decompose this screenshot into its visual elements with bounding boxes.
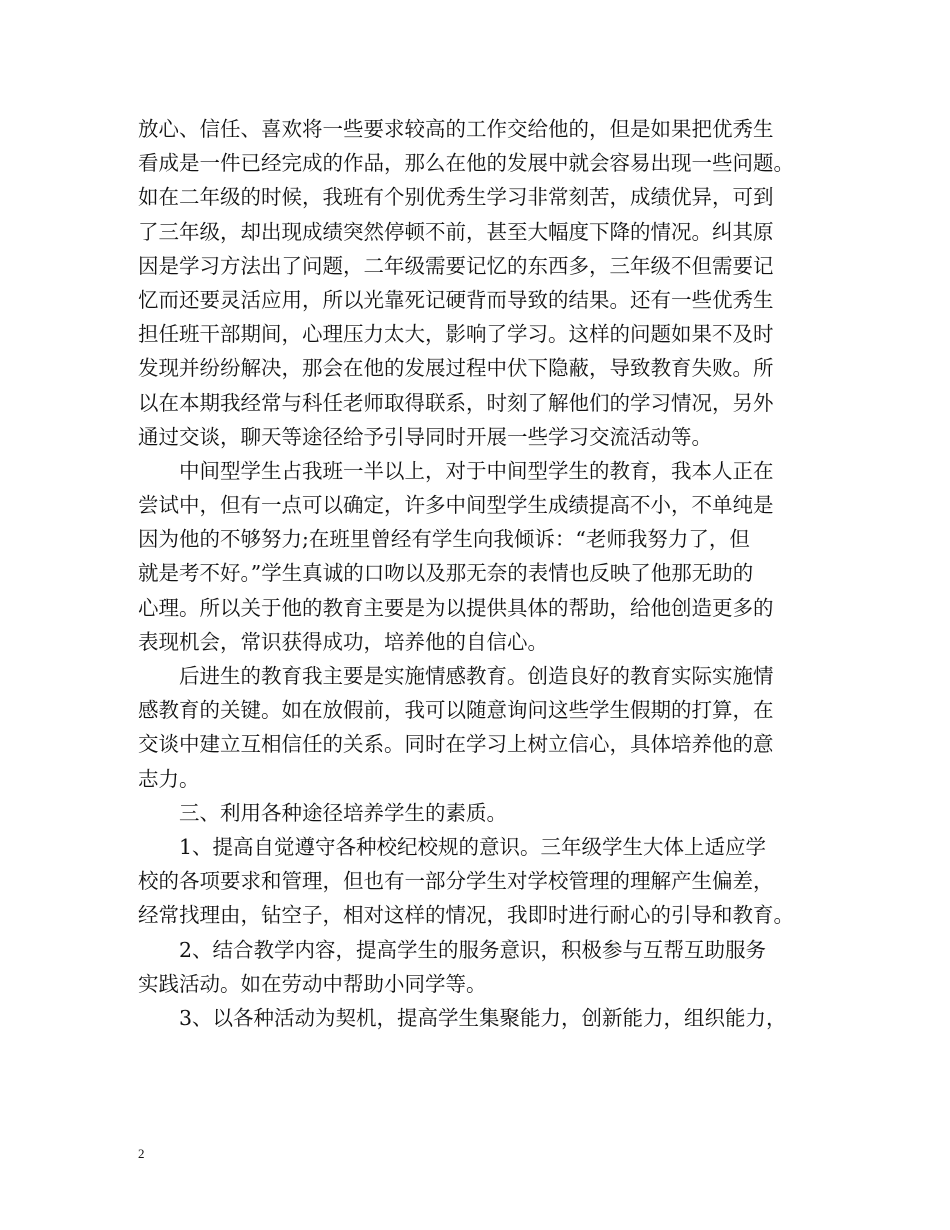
text-line: 中间型学生占我班一半以上，对于中间型学生的教育，我本人正在: [138, 458, 774, 483]
text-line: 如在二年级的时候，我班有个别优秀生学习非常刻苦，成绩优异，可到: [138, 185, 774, 210]
text-line: 志力。: [138, 766, 200, 791]
page-number: 2: [138, 1146, 145, 1161]
text-line: 因是学习方法出了问题，二年级需要记忆的东西多，三年级不但需要记: [138, 253, 774, 278]
text-line: 3、以各种活动为契机，提高学生集聚能力，创新能力，组织能力，: [138, 1005, 787, 1030]
text-line: 感教育的关键。如在放假前，我可以随意询问这些学生假期的打算，在: [138, 698, 774, 723]
text-line: 校的各项要求和管理，但也有一部分学生对学校管理的理解产生偏差，: [138, 869, 774, 894]
text-line: 表现机会，常识获得成功，培养他的自信心。: [138, 629, 548, 654]
text-line: 经常找理由，钻空子，相对这样的情况，我即时进行耐心的引导和教育。: [138, 903, 794, 928]
text-line: 实践活动。如在劳动中帮助小同学等。: [138, 971, 487, 996]
text-line: 交谈中建立互相信任的关系。同时在学习上树立信心，具体培养他的意: [138, 732, 774, 757]
text-line: 2、结合教学内容，提高学生的服务意识，积极参与互帮互助服务: [138, 937, 767, 962]
text-line: 后进生的教育我主要是实施情感教育。创造良好的教育实际实施情: [138, 664, 774, 688]
text-line: 尝试中，但有一点可以确定，许多中间型学生成绩提高不小，不单纯是: [138, 493, 774, 518]
text-line: 通过交谈，聊天等途径给予引导同时开展一些学习交流活动等。: [138, 424, 712, 449]
text-line: 放心、信任、喜欢将一些要求较高的工作交给他的，但是如果把优秀生: [138, 117, 774, 141]
text-line: 了三年级，却出现成绩突然停顿不前，甚至大幅度下降的情况。纠其原: [138, 219, 774, 244]
text-line: 发现并纷纷解决，那会在他的发展过程中伏下隐蔽，导致教育失败。所: [138, 356, 774, 381]
text-line: 以在本期我经常与科任老师取得联系，时刻了解他们的学习情况，另外: [138, 390, 774, 415]
body-text: [138, 112, 818, 1035]
text-line: 忆而还要灵活应用，所以光靠死记硬背而导致的结果。还有一些优秀生: [138, 287, 774, 312]
text-line: 三、利用各种途径培养学生的素质。: [138, 800, 507, 825]
text-line: 心理。所以关于他的教育主要是为以提供具体的帮助，给他创造更多的: [138, 595, 774, 620]
text-line: 看成是一件已经完成的作品，那么在他的发展中就会容易出现一些问题。: [138, 151, 794, 176]
text-line: 1、提高自觉遵守各种校纪校规的意识。三年级学生大体上适应学: [138, 834, 767, 859]
text-line: 担任班干部期间，心理压力太大，影响了学习。这样的问题如果不及时: [138, 322, 774, 347]
text-line: 就是考不好。”学生真诚的口吻以及那无奈的表情也反映了他那无助的: [138, 561, 754, 586]
text-line: 因为他的不够努力;在班里曾经有学生向我倾诉：“老师我努力了，但: [138, 527, 750, 552]
